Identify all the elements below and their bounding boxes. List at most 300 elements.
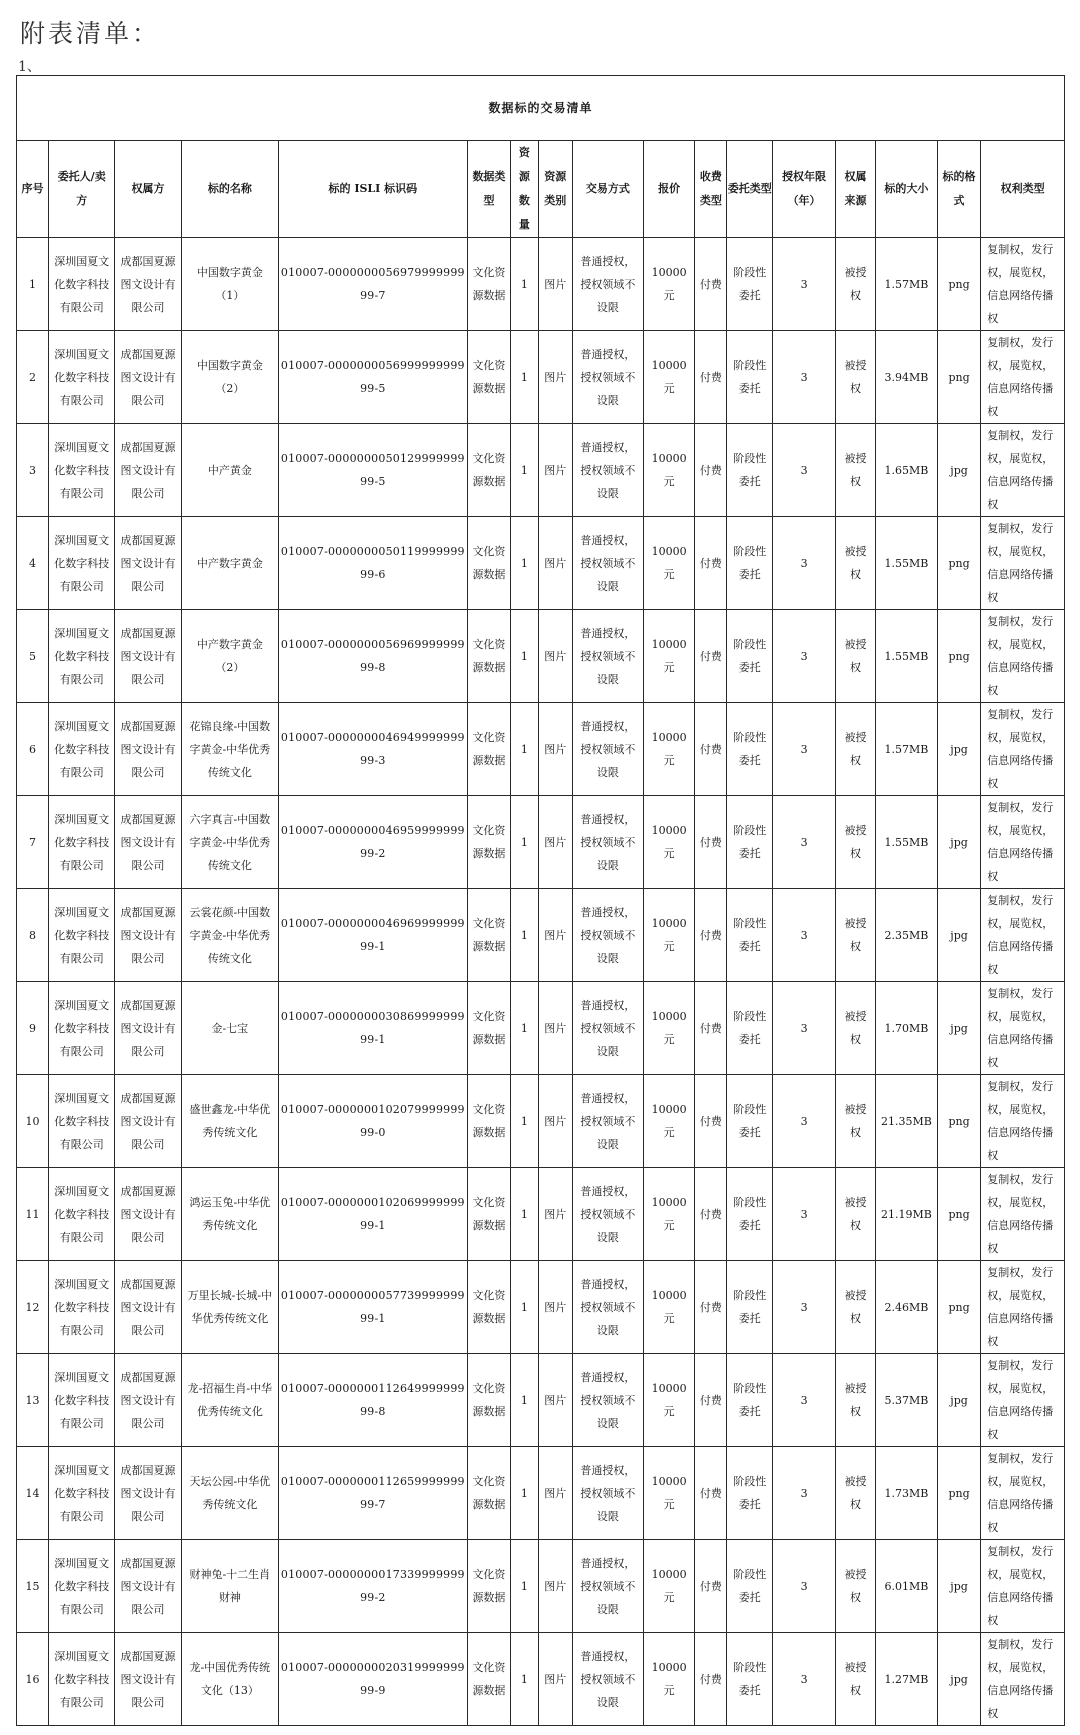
header-client: 委托人/卖方 (49, 141, 115, 238)
cell-fee-type: 付费 (695, 1447, 727, 1540)
cell-auth-years: 3 (773, 982, 836, 1075)
cell-resource-count: 1 (511, 1168, 538, 1261)
cell-auth-years: 3 (773, 1540, 836, 1633)
cell-delegate-type: 阶段性委托 (727, 517, 773, 610)
header-auth-years: 授权年限（年） (773, 141, 836, 238)
table-row (17, 889, 1065, 982)
cell-client: 深圳国夏文化数字科技有限公司 (49, 982, 115, 1075)
cell-data-type: 文化资源数据 (467, 703, 510, 796)
cell-rights-type: 复制权，发行权，展览权，信息网络传播权 (981, 796, 1065, 889)
cell-name: 天坛公园-中华优秀传统文化 (181, 1447, 278, 1540)
table-row (17, 1633, 1065, 1726)
cell-client: 深圳国夏文化数字科技有限公司 (49, 331, 115, 424)
cell-rights-source: 被授权 (836, 889, 876, 982)
cell-rights-type: 复制权，发行权，展览权，信息网络传播权 (981, 238, 1065, 331)
cell-format: jpg (937, 889, 980, 982)
cell-seq: 7 (17, 796, 49, 889)
cell-format: png (937, 517, 980, 610)
cell-delegate-type: 阶段性委托 (727, 1168, 773, 1261)
cell-auth-years: 3 (773, 331, 836, 424)
cell-client: 深圳国夏文化数字科技有限公司 (49, 1447, 115, 1540)
header-fee-type: 收费类型 (695, 141, 727, 238)
cell-client: 深圳国夏文化数字科技有限公司 (49, 1075, 115, 1168)
cell-client: 深圳国夏文化数字科技有限公司 (49, 703, 115, 796)
cell-format: jpg (937, 1540, 980, 1633)
cell-rights-source: 被授权 (836, 1633, 876, 1726)
cell-client: 深圳国夏文化数字科技有限公司 (49, 424, 115, 517)
cell-owner: 成都国夏源图文设计有限公司 (115, 889, 181, 982)
cell-fee-type: 付费 (695, 517, 727, 610)
cell-rights-type: 复制权，发行权，展览权，信息网络传播权 (981, 1168, 1065, 1261)
cell-rights-source: 被授权 (836, 1354, 876, 1447)
cell-trade-mode: 普通授权，授权领域不设限 (572, 1261, 643, 1354)
cell-delegate-type: 阶段性委托 (727, 331, 773, 424)
cell-trade-mode: 普通授权，授权领域不设限 (572, 424, 643, 517)
cell-resource-type: 图片 (538, 1540, 572, 1633)
cell-price: 10000元 (643, 1540, 694, 1633)
cell-fee-type: 付费 (695, 703, 727, 796)
cell-auth-years: 3 (773, 796, 836, 889)
cell-owner: 成都国夏源图文设计有限公司 (115, 796, 181, 889)
cell-seq: 3 (17, 424, 49, 517)
cell-name: 中产数字黄金 (181, 517, 278, 610)
cell-resource-type: 图片 (538, 1261, 572, 1354)
cell-owner: 成都国夏源图文设计有限公司 (115, 1168, 181, 1261)
cell-size: 1.57MB (876, 703, 938, 796)
header-name: 标的名称 (181, 141, 278, 238)
cell-auth-years: 3 (773, 238, 836, 331)
cell-rights-type: 复制权，发行权，展览权，信息网络传播权 (981, 1354, 1065, 1447)
cell-rights-type: 复制权，发行权，展览权，信息网络传播权 (981, 1540, 1065, 1633)
cell-seq: 12 (17, 1261, 49, 1354)
header-price: 报价 (643, 141, 694, 238)
cell-delegate-type: 阶段性委托 (727, 1261, 773, 1354)
cell-auth-years: 3 (773, 1168, 836, 1261)
header-format: 标的格式 (937, 141, 980, 238)
cell-name: 云裳花颜-中国数字黄金-中华优秀传统文化 (181, 889, 278, 982)
cell-data-type: 文化资源数据 (467, 1540, 510, 1633)
cell-resource-type: 图片 (538, 331, 572, 424)
cell-rights-type: 复制权，发行权，展览权，信息网络传播权 (981, 610, 1065, 703)
cell-resource-type: 图片 (538, 610, 572, 703)
cell-fee-type: 付费 (695, 1075, 727, 1168)
cell-price: 10000元 (643, 610, 694, 703)
cell-size: 1.65MB (876, 424, 938, 517)
cell-delegate-type: 阶段性委托 (727, 796, 773, 889)
cell-rights-source: 被授权 (836, 1168, 876, 1261)
cell-resource-count: 1 (511, 1075, 538, 1168)
cell-isli: 010007-000000011265999999999-7 (278, 1447, 467, 1540)
header-rights-type: 权利类型 (981, 141, 1065, 238)
header-size: 标的大小 (876, 141, 938, 238)
cell-seq: 1 (17, 238, 49, 331)
cell-resource-type: 图片 (538, 982, 572, 1075)
cell-rights-type: 复制权，发行权，展览权，信息网络传播权 (981, 1261, 1065, 1354)
cell-rights-type: 复制权，发行权，展览权，信息网络传播权 (981, 889, 1065, 982)
cell-fee-type: 付费 (695, 796, 727, 889)
cell-resource-count: 1 (511, 1261, 538, 1354)
cell-name: 盛世鑫龙-中华优秀传统文化 (181, 1075, 278, 1168)
cell-resource-type: 图片 (538, 796, 572, 889)
cell-resource-type: 图片 (538, 424, 572, 517)
cell-price: 10000元 (643, 703, 694, 796)
cell-auth-years: 3 (773, 517, 836, 610)
cell-owner: 成都国夏源图文设计有限公司 (115, 331, 181, 424)
cell-auth-years: 3 (773, 610, 836, 703)
cell-owner: 成都国夏源图文设计有限公司 (115, 517, 181, 610)
cell-format: png (937, 238, 980, 331)
table-row (17, 1261, 1065, 1354)
cell-data-type: 文化资源数据 (467, 238, 510, 331)
cell-fee-type: 付费 (695, 238, 727, 331)
cell-owner: 成都国夏源图文设计有限公司 (115, 703, 181, 796)
cell-data-type: 文化资源数据 (467, 982, 510, 1075)
cell-resource-count: 1 (511, 1540, 538, 1633)
cell-format: png (937, 1168, 980, 1261)
cell-data-type: 文化资源数据 (467, 1633, 510, 1726)
cell-format: jpg (937, 424, 980, 517)
cell-isli: 010007-000000005011999999999-6 (278, 517, 467, 610)
header-rights-source: 权属来源 (836, 141, 876, 238)
cell-client: 深圳国夏文化数字科技有限公司 (49, 517, 115, 610)
cell-delegate-type: 阶段性委托 (727, 610, 773, 703)
cell-price: 10000元 (643, 796, 694, 889)
cell-auth-years: 3 (773, 1075, 836, 1168)
table-row (17, 982, 1065, 1075)
cell-resource-type: 图片 (538, 1447, 572, 1540)
cell-data-type: 文化资源数据 (467, 331, 510, 424)
cell-fee-type: 付费 (695, 889, 727, 982)
cell-client: 深圳国夏文化数字科技有限公司 (49, 238, 115, 331)
header-trade-mode: 交易方式 (572, 141, 643, 238)
cell-isli: 010007-000000004695999999999-2 (278, 796, 467, 889)
table-row (17, 1447, 1065, 1540)
cell-name: 中产黄金 (181, 424, 278, 517)
cell-seq: 9 (17, 982, 49, 1075)
cell-rights-source: 被授权 (836, 1540, 876, 1633)
cell-auth-years: 3 (773, 703, 836, 796)
cell-name: 中国数字黄金（2） (181, 331, 278, 424)
cell-size: 1.73MB (876, 1447, 938, 1540)
cell-seq: 4 (17, 517, 49, 610)
cell-seq: 11 (17, 1168, 49, 1261)
cell-price: 10000元 (643, 517, 694, 610)
cell-data-type: 文化资源数据 (467, 1354, 510, 1447)
cell-trade-mode: 普通授权，授权领域不设限 (572, 703, 643, 796)
cell-delegate-type: 阶段性委托 (727, 1075, 773, 1168)
cell-price: 10000元 (643, 1633, 694, 1726)
cell-trade-mode: 普通授权，授权领域不设限 (572, 1168, 643, 1261)
cell-fee-type: 付费 (695, 424, 727, 517)
cell-delegate-type: 阶段性委托 (727, 1540, 773, 1633)
cell-trade-mode: 普通授权，授权领域不设限 (572, 517, 643, 610)
cell-price: 10000元 (643, 238, 694, 331)
cell-delegate-type: 阶段性委托 (727, 889, 773, 982)
cell-size: 2.35MB (876, 889, 938, 982)
cell-size: 21.35MB (876, 1075, 938, 1168)
cell-trade-mode: 普通授权，授权领域不设限 (572, 1075, 643, 1168)
cell-data-type: 文化资源数据 (467, 1075, 510, 1168)
cell-isli: 010007-000000010206999999999-1 (278, 1168, 467, 1261)
cell-price: 10000元 (643, 1261, 694, 1354)
cell-owner: 成都国夏源图文设计有限公司 (115, 424, 181, 517)
cell-client: 深圳国夏文化数字科技有限公司 (49, 796, 115, 889)
table-caption: 数据标的交易清单 (17, 76, 1065, 141)
cell-rights-type: 复制权，发行权，展览权，信息网络传播权 (981, 703, 1065, 796)
cell-data-type: 文化资源数据 (467, 889, 510, 982)
cell-format: png (937, 1447, 980, 1540)
cell-data-type: 文化资源数据 (467, 424, 510, 517)
header-resource-type: 资源类别 (538, 141, 572, 238)
cell-price: 10000元 (643, 1354, 694, 1447)
cell-resource-count: 1 (511, 1633, 538, 1726)
cell-trade-mode: 普通授权，授权领域不设限 (572, 331, 643, 424)
cell-resource-count: 1 (511, 982, 538, 1075)
cell-seq: 8 (17, 889, 49, 982)
cell-owner: 成都国夏源图文设计有限公司 (115, 1261, 181, 1354)
cell-size: 5.37MB (876, 1354, 938, 1447)
cell-auth-years: 3 (773, 1633, 836, 1726)
cell-format: jpg (937, 1354, 980, 1447)
cell-data-type: 文化资源数据 (467, 610, 510, 703)
cell-data-type: 文化资源数据 (467, 1261, 510, 1354)
transaction-table (16, 75, 1065, 1726)
cell-resource-count: 1 (511, 610, 538, 703)
cell-price: 10000元 (643, 424, 694, 517)
cell-resource-count: 1 (511, 1447, 538, 1540)
cell-owner: 成都国夏源图文设计有限公司 (115, 1540, 181, 1633)
cell-isli: 010007-000000005696999999999-8 (278, 610, 467, 703)
cell-fee-type: 付费 (695, 1261, 727, 1354)
cell-size: 3.94MB (876, 331, 938, 424)
cell-size: 1.55MB (876, 796, 938, 889)
cell-name: 金-七宝 (181, 982, 278, 1075)
table-row (17, 1354, 1065, 1447)
cell-resource-type: 图片 (538, 889, 572, 982)
cell-rights-type: 复制权，发行权，展览权，信息网络传播权 (981, 1075, 1065, 1168)
cell-resource-count: 1 (511, 796, 538, 889)
cell-price: 10000元 (643, 1075, 694, 1168)
cell-rights-source: 被授权 (836, 1261, 876, 1354)
cell-size: 1.70MB (876, 982, 938, 1075)
cell-price: 10000元 (643, 889, 694, 982)
table-row (17, 1168, 1065, 1261)
cell-format: png (937, 1075, 980, 1168)
table-header-row (17, 141, 1065, 238)
cell-resource-count: 1 (511, 889, 538, 982)
cell-owner: 成都国夏源图文设计有限公司 (115, 1447, 181, 1540)
header-owner: 权属方 (115, 141, 181, 238)
cell-trade-mode: 普通授权，授权领域不设限 (572, 982, 643, 1075)
cell-owner: 成都国夏源图文设计有限公司 (115, 1075, 181, 1168)
cell-seq: 13 (17, 1354, 49, 1447)
cell-format: png (937, 610, 980, 703)
cell-rights-type: 复制权，发行权，展览权，信息网络传播权 (981, 424, 1065, 517)
cell-resource-type: 图片 (538, 1075, 572, 1168)
header-delegate-type: 委托类型 (727, 141, 773, 238)
cell-rights-source: 被授权 (836, 424, 876, 517)
cell-delegate-type: 阶段性委托 (727, 238, 773, 331)
cell-resource-count: 1 (511, 238, 538, 331)
cell-trade-mode: 普通授权，授权领域不设限 (572, 1447, 643, 1540)
cell-price: 10000元 (643, 982, 694, 1075)
cell-name: 万里长城-长城-中华优秀传统文化 (181, 1261, 278, 1354)
cell-format: jpg (937, 982, 980, 1075)
cell-resource-count: 1 (511, 1354, 538, 1447)
cell-resource-type: 图片 (538, 517, 572, 610)
cell-rights-source: 被授权 (836, 796, 876, 889)
cell-trade-mode: 普通授权，授权领域不设限 (572, 889, 643, 982)
cell-fee-type: 付费 (695, 610, 727, 703)
cell-format: jpg (937, 796, 980, 889)
cell-isli: 010007-000000005773999999999-1 (278, 1261, 467, 1354)
cell-auth-years: 3 (773, 1261, 836, 1354)
cell-client: 深圳国夏文化数字科技有限公司 (49, 889, 115, 982)
cell-data-type: 文化资源数据 (467, 1168, 510, 1261)
cell-client: 深圳国夏文化数字科技有限公司 (49, 1354, 115, 1447)
cell-resource-count: 1 (511, 424, 538, 517)
cell-fee-type: 付费 (695, 1633, 727, 1726)
cell-rights-source: 被授权 (836, 982, 876, 1075)
cell-rights-source: 被授权 (836, 610, 876, 703)
cell-delegate-type: 阶段性委托 (727, 1354, 773, 1447)
cell-trade-mode: 普通授权，授权领域不设限 (572, 1354, 643, 1447)
cell-name: 龙-中国优秀传统文化（13） (181, 1633, 278, 1726)
cell-seq: 5 (17, 610, 49, 703)
cell-name: 龙-招福生肖-中华优秀传统文化 (181, 1354, 278, 1447)
table-container (16, 75, 1065, 1735)
cell-isli: 010007-000000002031999999999-9 (278, 1633, 467, 1726)
cell-trade-mode: 普通授权，授权领域不设限 (572, 1540, 643, 1633)
cell-owner: 成都国夏源图文设计有限公司 (115, 238, 181, 331)
cell-isli: 010007-000000003086999999999-1 (278, 982, 467, 1075)
header-seq: 序号 (17, 141, 49, 238)
cell-delegate-type: 阶段性委托 (727, 982, 773, 1075)
cell-fee-type: 付费 (695, 1168, 727, 1261)
cell-name: 财神兔-十二生肖财神 (181, 1540, 278, 1633)
cell-rights-type: 复制权，发行权，展览权，信息网络传播权 (981, 517, 1065, 610)
cell-trade-mode: 普通授权，授权领域不设限 (572, 1633, 643, 1726)
cell-client: 深圳国夏文化数字科技有限公司 (49, 1168, 115, 1261)
cell-seq: 16 (17, 1633, 49, 1726)
cell-rights-source: 被授权 (836, 1075, 876, 1168)
cell-delegate-type: 阶段性委托 (727, 1447, 773, 1540)
cell-rights-type: 复制权，发行权，展览权，信息网络传播权 (981, 1633, 1065, 1726)
table-row (17, 424, 1065, 517)
cell-name: 中产数字黄金（2） (181, 610, 278, 703)
cell-resource-type: 图片 (538, 1354, 572, 1447)
header-isli: 标的 ISLI 标识码 (278, 141, 467, 238)
cell-client: 深圳国夏文化数字科技有限公司 (49, 1540, 115, 1633)
cell-size: 1.57MB (876, 238, 938, 331)
cell-price: 10000元 (643, 331, 694, 424)
cell-size: 1.55MB (876, 517, 938, 610)
cell-isli: 010007-000000005699999999999-5 (278, 331, 467, 424)
cell-isli: 010007-000000005697999999999-7 (278, 238, 467, 331)
cell-delegate-type: 阶段性委托 (727, 1633, 773, 1726)
cell-price: 10000元 (643, 1168, 694, 1261)
cell-rights-source: 被授权 (836, 331, 876, 424)
cell-resource-count: 1 (511, 331, 538, 424)
cell-data-type: 文化资源数据 (467, 796, 510, 889)
cell-name: 六字真言-中国数字黄金-中华优秀传统文化 (181, 796, 278, 889)
cell-resource-type: 图片 (538, 238, 572, 331)
cell-format: png (937, 331, 980, 424)
cell-seq: 14 (17, 1447, 49, 1540)
cell-fee-type: 付费 (695, 331, 727, 424)
cell-name: 鸿运玉兔-中华优秀传统文化 (181, 1168, 278, 1261)
cell-fee-type: 付费 (695, 1354, 727, 1447)
cell-rights-source: 被授权 (836, 238, 876, 331)
cell-trade-mode: 普通授权，授权领域不设限 (572, 238, 643, 331)
cell-rights-type: 复制权，发行权，展览权，信息网络传播权 (981, 1447, 1065, 1540)
table-row (17, 331, 1065, 424)
cell-seq: 10 (17, 1075, 49, 1168)
cell-owner: 成都国夏源图文设计有限公司 (115, 1354, 181, 1447)
table-row (17, 1075, 1065, 1168)
table-row (17, 238, 1065, 331)
cell-resource-type: 图片 (538, 1168, 572, 1261)
cell-rights-type: 复制权，发行权，展览权，信息网络传播权 (981, 331, 1065, 424)
cell-owner: 成都国夏源图文设计有限公司 (115, 610, 181, 703)
cell-auth-years: 3 (773, 1354, 836, 1447)
table-body (17, 238, 1065, 1726)
cell-delegate-type: 阶段性委托 (727, 703, 773, 796)
header-resource-count: 资源数量 (511, 141, 538, 238)
cell-client: 深圳国夏文化数字科技有限公司 (49, 1261, 115, 1354)
cell-name: 中国数字黄金（1） (181, 238, 278, 331)
cell-isli: 010007-000000004694999999999-3 (278, 703, 467, 796)
cell-client: 深圳国夏文化数字科技有限公司 (49, 610, 115, 703)
cell-resource-count: 1 (511, 517, 538, 610)
table-row (17, 517, 1065, 610)
cell-seq: 6 (17, 703, 49, 796)
cell-isli: 010007-000000010207999999999-0 (278, 1075, 467, 1168)
cell-format: jpg (937, 703, 980, 796)
cell-size: 2.46MB (876, 1261, 938, 1354)
page-title: 附表清单： (20, 19, 161, 48)
cell-isli: 010007-000000011264999999999-8 (278, 1354, 467, 1447)
cell-seq: 2 (17, 331, 49, 424)
cell-data-type: 文化资源数据 (467, 1447, 510, 1540)
cell-auth-years: 3 (773, 424, 836, 517)
cell-name: 花锦良缘-中国数字黄金-中华优秀传统文化 (181, 703, 278, 796)
cell-isli: 010007-000000001733999999999-2 (278, 1540, 467, 1633)
header-data-type: 数据类型 (467, 141, 510, 238)
cell-format: jpg (937, 1633, 980, 1726)
cell-auth-years: 3 (773, 1447, 836, 1540)
cell-delegate-type: 阶段性委托 (727, 424, 773, 517)
cell-resource-type: 图片 (538, 703, 572, 796)
cell-isli: 010007-000000004696999999999-1 (278, 889, 467, 982)
cell-rights-source: 被授权 (836, 1447, 876, 1540)
cell-price: 10000元 (643, 1447, 694, 1540)
cell-isli: 010007-000000005012999999999-5 (278, 424, 467, 517)
cell-fee-type: 付费 (695, 1540, 727, 1633)
cell-size: 6.01MB (876, 1540, 938, 1633)
cell-owner: 成都国夏源图文设计有限公司 (115, 1633, 181, 1726)
cell-size: 1.27MB (876, 1633, 938, 1726)
cell-seq: 15 (17, 1540, 49, 1633)
section-number: 1、 (18, 59, 41, 75)
cell-trade-mode: 普通授权，授权领域不设限 (572, 610, 643, 703)
table-row (17, 703, 1065, 796)
cell-fee-type: 付费 (695, 982, 727, 1075)
cell-resource-count: 1 (511, 703, 538, 796)
cell-owner: 成都国夏源图文设计有限公司 (115, 982, 181, 1075)
cell-format: png (937, 1261, 980, 1354)
cell-client: 深圳国夏文化数字科技有限公司 (49, 1633, 115, 1726)
